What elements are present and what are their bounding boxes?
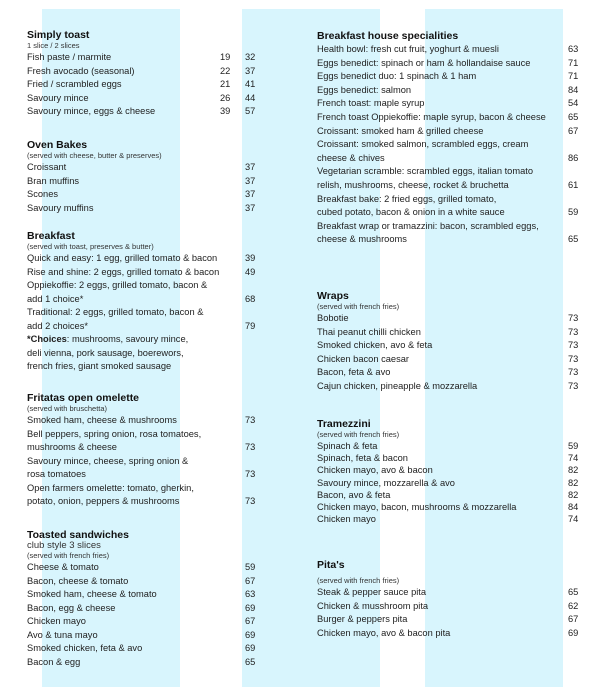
menu-item-text: Chicken mayo bbox=[27, 616, 86, 626]
section-title: Tramezzini bbox=[317, 418, 371, 430]
menu-item-text: French toast: maple syrup bbox=[317, 98, 425, 109]
menu-item bbox=[27, 78, 267, 92]
menu-item-price: 44 bbox=[245, 92, 256, 103]
menu-item-text: Breakfast wrap or tramazzini: bacon, scrambled eggs, bbox=[317, 220, 539, 231]
menu-item bbox=[317, 57, 587, 71]
menu-item-text: Bacon, avo & feta bbox=[317, 489, 391, 500]
menu-item bbox=[317, 489, 587, 501]
menu-item bbox=[27, 333, 267, 374]
menu-item-price: 82 bbox=[568, 465, 579, 476]
menu-item bbox=[317, 477, 587, 489]
menu-item bbox=[27, 252, 267, 266]
menu-item-text: Bacon, feta & avo bbox=[317, 367, 391, 377]
menu-item bbox=[317, 627, 587, 641]
menu-item-price: 73 bbox=[245, 442, 256, 452]
menu-item-price: 26 bbox=[220, 92, 231, 103]
menu-item-text: Smoked chicken, feta & avo bbox=[27, 643, 143, 653]
menu-section-oven-bakes bbox=[27, 140, 267, 215]
menu-section-simply-toast bbox=[27, 30, 267, 119]
menu-section-tramezzini bbox=[317, 419, 587, 525]
menu-item-price: 65 bbox=[568, 111, 579, 122]
menu-item bbox=[27, 656, 267, 670]
menu-item-text: Vegetarian scramble: scrambled eggs, italian tomato bbox=[317, 166, 534, 177]
menu-item-text: Savoury mince, eggs & cheese bbox=[27, 106, 156, 116]
menu-item-price: 73 bbox=[568, 353, 579, 364]
menu-item-text: Chicken bacon caesar bbox=[317, 353, 409, 364]
menu-item bbox=[317, 312, 587, 326]
menu-item-text: Breakfast bake: 2 fried eggs, grilled tomato, bbox=[317, 193, 497, 204]
menu-item-price: 37 bbox=[245, 175, 256, 186]
menu-item-text: Open farmers omelette: tomato, gherkin, bbox=[27, 482, 194, 493]
menu-item-price: 49 bbox=[245, 266, 256, 277]
section-note: (served with french fries) bbox=[317, 576, 400, 585]
menu-item-text: Traditional: 2 eggs, grilled tomato, bacon & bbox=[27, 307, 204, 317]
menu-item bbox=[317, 220, 587, 247]
menu-item bbox=[317, 366, 587, 380]
menu-item bbox=[27, 51, 267, 65]
menu-item-price: 82 bbox=[568, 477, 579, 488]
menu-item-text: Bran muffins bbox=[27, 175, 80, 186]
menu-item-text: relish, mushrooms, cheese, rocket & bruchetta bbox=[317, 179, 509, 190]
menu-item-price: 32 bbox=[245, 52, 256, 62]
menu-item bbox=[27, 161, 267, 175]
menu-item-price: 67 bbox=[245, 575, 256, 586]
menu-item-text: cheese & chives bbox=[317, 152, 385, 163]
menu-item-price: 22 bbox=[220, 65, 231, 76]
menu-item bbox=[27, 482, 267, 509]
menu-item-text: add 2 choices* bbox=[27, 320, 88, 331]
menu-item bbox=[317, 326, 587, 340]
menu-item bbox=[27, 414, 267, 428]
menu-item-text: Eggs benedict: spinach or ham & hollandaise sauce bbox=[317, 57, 531, 68]
menu-item-text: Chicken mayo bbox=[317, 514, 376, 525]
menu-item-price: 67 bbox=[568, 614, 579, 624]
menu-item-text: French toast Oppiekoffie: maple syrup, bacon & cheese bbox=[317, 111, 546, 122]
menu-item-text: Bobotie bbox=[317, 313, 349, 323]
menu-item-text: Chicken mayo, avo & bacon pita bbox=[317, 627, 451, 638]
menu-item-price: 39 bbox=[245, 253, 256, 263]
section-note: (served with french fries) bbox=[317, 302, 400, 311]
menu-section-pitas bbox=[317, 560, 587, 640]
menu-item-text: Eggs benedict: salmon bbox=[317, 84, 412, 95]
menu-item-price: 59 bbox=[568, 207, 579, 218]
menu-item-text: potato, onion, peppers & mushrooms bbox=[27, 496, 180, 506]
menu-item bbox=[27, 561, 267, 575]
menu-item bbox=[27, 455, 267, 482]
menu-item-text: Savoury muffins bbox=[27, 202, 94, 213]
menu-item-text: Cheese & tomato bbox=[27, 562, 99, 572]
menu-item-price: 79 bbox=[245, 320, 256, 331]
menu-item-text: Rise and shine: 2 eggs, grilled tomato & bacon bbox=[27, 266, 220, 277]
menu-item bbox=[317, 586, 587, 600]
menu-item-text: Oppiekoffie: 2 eggs, grilled tomato, bacon & bbox=[27, 280, 208, 290]
menu-item-text: Croissant bbox=[27, 162, 67, 172]
menu-item-text: Burger & peppers pita bbox=[317, 614, 408, 624]
menu-item-text: Scones bbox=[27, 189, 59, 199]
menu-item-price: 54 bbox=[568, 98, 579, 109]
menu-item-price: 68 bbox=[245, 293, 256, 304]
section-note: (served with french fries) bbox=[317, 430, 400, 439]
menu-item bbox=[317, 43, 587, 57]
menu-item-text: french fries, giant smoked sausage bbox=[27, 361, 172, 371]
menu-item bbox=[27, 105, 267, 119]
menu-item-price: 57 bbox=[245, 106, 256, 116]
menu-item bbox=[27, 279, 267, 306]
menu-item-text: cheese & mushrooms bbox=[317, 234, 407, 245]
menu-item bbox=[317, 70, 587, 84]
menu-item-text: Croissant: smoked ham & grilled cheese bbox=[317, 125, 484, 136]
menu-item bbox=[27, 188, 267, 202]
menu-item-price: 59 bbox=[245, 562, 256, 572]
menu-item-price: 73 bbox=[245, 469, 256, 479]
menu-item bbox=[317, 440, 587, 452]
menu-item-price: 41 bbox=[245, 79, 256, 89]
section-note: (served with french fries) bbox=[27, 551, 110, 560]
menu-item-price: 67 bbox=[245, 616, 256, 626]
menu-item-price: 82 bbox=[568, 489, 579, 500]
menu-item-price: 73 bbox=[568, 367, 579, 377]
menu-item bbox=[27, 428, 267, 455]
menu-item-text: rosa tomatoes bbox=[27, 469, 86, 479]
menu-item-price: 73 bbox=[568, 326, 579, 337]
section-title: Breakfast house specialities bbox=[317, 30, 459, 42]
menu-section-house-specialities bbox=[317, 31, 587, 247]
menu-item bbox=[27, 92, 267, 106]
menu-item-text: Cajun chicken, pineapple & mozzarella bbox=[317, 380, 478, 391]
menu-item-price: 59 bbox=[568, 441, 579, 451]
menu-item-price: 63 bbox=[568, 44, 579, 54]
menu-item-price: 37 bbox=[245, 189, 256, 199]
menu-item-text: Fried / scrambled eggs bbox=[27, 79, 122, 89]
menu-item-price: 69 bbox=[245, 602, 256, 613]
menu-item-text: Fresh avocado (seasonal) bbox=[27, 65, 135, 76]
section-title: Breakfast bbox=[27, 230, 75, 242]
menu-item-price: 61 bbox=[568, 179, 579, 190]
menu-item-text: Savoury mince, mozzarella & avo bbox=[317, 477, 455, 488]
section-title: Wraps bbox=[317, 290, 349, 302]
menu-item bbox=[27, 642, 267, 656]
menu-item-price: 62 bbox=[568, 600, 579, 611]
menu-section-breakfast bbox=[27, 231, 267, 374]
menu-item-price: 73 bbox=[568, 313, 579, 323]
menu-item-price: 69 bbox=[245, 643, 256, 653]
menu-item bbox=[27, 602, 267, 616]
menu-item-text: mushrooms & cheese bbox=[27, 442, 117, 452]
menu-item-text: Bacon, egg & cheese bbox=[27, 602, 116, 613]
menu-item-price: 19 bbox=[220, 52, 231, 62]
menu-item-price: 39 bbox=[220, 106, 231, 116]
menu-item-price: 69 bbox=[245, 629, 256, 640]
menu-item bbox=[27, 629, 267, 643]
section-title: Pita's bbox=[317, 559, 345, 571]
menu-item-text: Croissant: smoked salmon, scrambled eggs, cream bbox=[317, 139, 529, 150]
menu-item-text: Savoury mince bbox=[27, 92, 89, 103]
menu-item-price: 71 bbox=[568, 71, 579, 82]
menu-item bbox=[27, 575, 267, 589]
menu-item-price: 71 bbox=[568, 57, 579, 68]
menu-item-price: 86 bbox=[568, 152, 579, 163]
menu-item bbox=[317, 464, 587, 476]
menu-item bbox=[317, 501, 587, 513]
section-title: Simply toast bbox=[27, 29, 90, 41]
menu-section-fritatas bbox=[27, 393, 267, 509]
menu-item bbox=[317, 613, 587, 627]
menu-item bbox=[27, 65, 267, 79]
menu-item bbox=[27, 588, 267, 602]
menu-item-text: add 1 choice* bbox=[27, 293, 84, 304]
menu-item bbox=[317, 193, 587, 220]
menu-item-price: 37 bbox=[245, 65, 256, 76]
menu-item bbox=[317, 380, 587, 394]
menu-item-price: 37 bbox=[245, 202, 256, 213]
menu-item bbox=[317, 97, 587, 111]
menu-item-text: Smoked ham, cheese & tomato bbox=[27, 589, 157, 599]
menu-item bbox=[317, 111, 587, 125]
menu-item-price: 69 bbox=[568, 627, 579, 638]
menu-item-text: Bell peppers, spring onion, rosa tomatoes, bbox=[27, 428, 202, 439]
menu-item-price: 65 bbox=[568, 234, 579, 245]
menu-item-price: 84 bbox=[568, 502, 579, 513]
menu-item-price: 67 bbox=[568, 125, 579, 136]
menu-item bbox=[317, 84, 587, 98]
menu-item-text: Chicken & musshroom pita bbox=[317, 600, 429, 611]
menu-item bbox=[317, 600, 587, 614]
section-title: Fritatas open omelette bbox=[27, 392, 140, 404]
menu-item-text: Thai peanut chilli chicken bbox=[317, 326, 421, 337]
menu-item-text: Chicken mayo, bacon, mushrooms & mozzarella bbox=[317, 502, 517, 513]
menu-item-text: Spinach & feta bbox=[317, 441, 378, 451]
menu-item bbox=[317, 353, 587, 367]
section-note: 1 slice / 2 slices bbox=[27, 41, 80, 50]
menu-item-price: 73 bbox=[568, 340, 579, 350]
menu-item-text: Eggs benedict duo: 1 spinach & 1 ham bbox=[317, 71, 477, 82]
menu-item bbox=[317, 125, 587, 139]
section-note: (served with cheese, butter & preserves) bbox=[27, 151, 162, 160]
menu-item bbox=[317, 339, 587, 353]
menu-item-text: Bacon, cheese & tomato bbox=[27, 575, 129, 586]
menu-item-text: Health bowl: fresh cut fruit, yoghurt & muesli bbox=[317, 44, 499, 54]
section-subtitle: club style 3 slices bbox=[27, 540, 101, 551]
menu-item-text: cubed potato, bacon & onion in a white sauce bbox=[317, 207, 505, 218]
menu-item bbox=[27, 306, 267, 333]
menu-item bbox=[317, 138, 587, 165]
menu-item bbox=[27, 615, 267, 629]
menu-section-wraps bbox=[317, 291, 587, 393]
section-note: (served with toast, preserves & butter) bbox=[27, 242, 154, 251]
menu-item-text: Avo & tuna mayo bbox=[27, 629, 98, 640]
menu-item-text: deli vienna, pork sausage, boerewors, bbox=[27, 347, 184, 358]
menu-item-text: Fish paste / marmite bbox=[27, 52, 112, 62]
menu-item bbox=[317, 165, 587, 192]
menu-item-text: Smoked chicken, avo & feta bbox=[317, 340, 433, 350]
menu-item-price: 84 bbox=[568, 84, 579, 95]
menu-item-text: Savoury mince, cheese, spring onion & bbox=[27, 455, 189, 466]
menu-item-price: 63 bbox=[245, 589, 256, 599]
menu-item-text: Smoked ham, cheese & mushrooms bbox=[27, 415, 177, 425]
menu-item-price: 73 bbox=[245, 415, 256, 425]
section-title: Oven Bakes bbox=[27, 139, 88, 151]
section-note: (served with bruschetta) bbox=[27, 404, 108, 413]
menu-item-text: Steak & pepper sauce pita bbox=[317, 587, 427, 597]
menu-item bbox=[27, 175, 267, 189]
menu-item bbox=[27, 266, 267, 280]
menu-item-price: 74 bbox=[568, 453, 579, 464]
menu-item-text: Bacon & egg bbox=[27, 656, 81, 667]
menu-item-text: Chicken mayo, avo & bacon bbox=[317, 465, 433, 476]
section-title: Toasted sandwiches bbox=[27, 529, 129, 541]
menu-item-text: Spinach, feta & bacon bbox=[317, 453, 408, 464]
menu-item-price: 73 bbox=[568, 380, 579, 391]
menu-item-price: 74 bbox=[568, 514, 579, 525]
menu-item-price: 37 bbox=[245, 162, 256, 172]
menu-item bbox=[317, 513, 587, 525]
menu-item-text: Quick and easy: 1 egg, grilled tomato & bacon bbox=[27, 253, 218, 263]
menu-section-toasted-sandwiches bbox=[27, 530, 267, 669]
menu-item-price: 21 bbox=[220, 79, 231, 89]
menu-item-price: 65 bbox=[245, 656, 256, 667]
menu-item-price: 73 bbox=[245, 496, 256, 506]
menu-item-text: *Choices: mushrooms, savoury mince, bbox=[27, 334, 189, 344]
menu-item-price: 65 bbox=[568, 587, 579, 597]
menu-item bbox=[27, 202, 267, 216]
menu-item bbox=[317, 452, 587, 464]
